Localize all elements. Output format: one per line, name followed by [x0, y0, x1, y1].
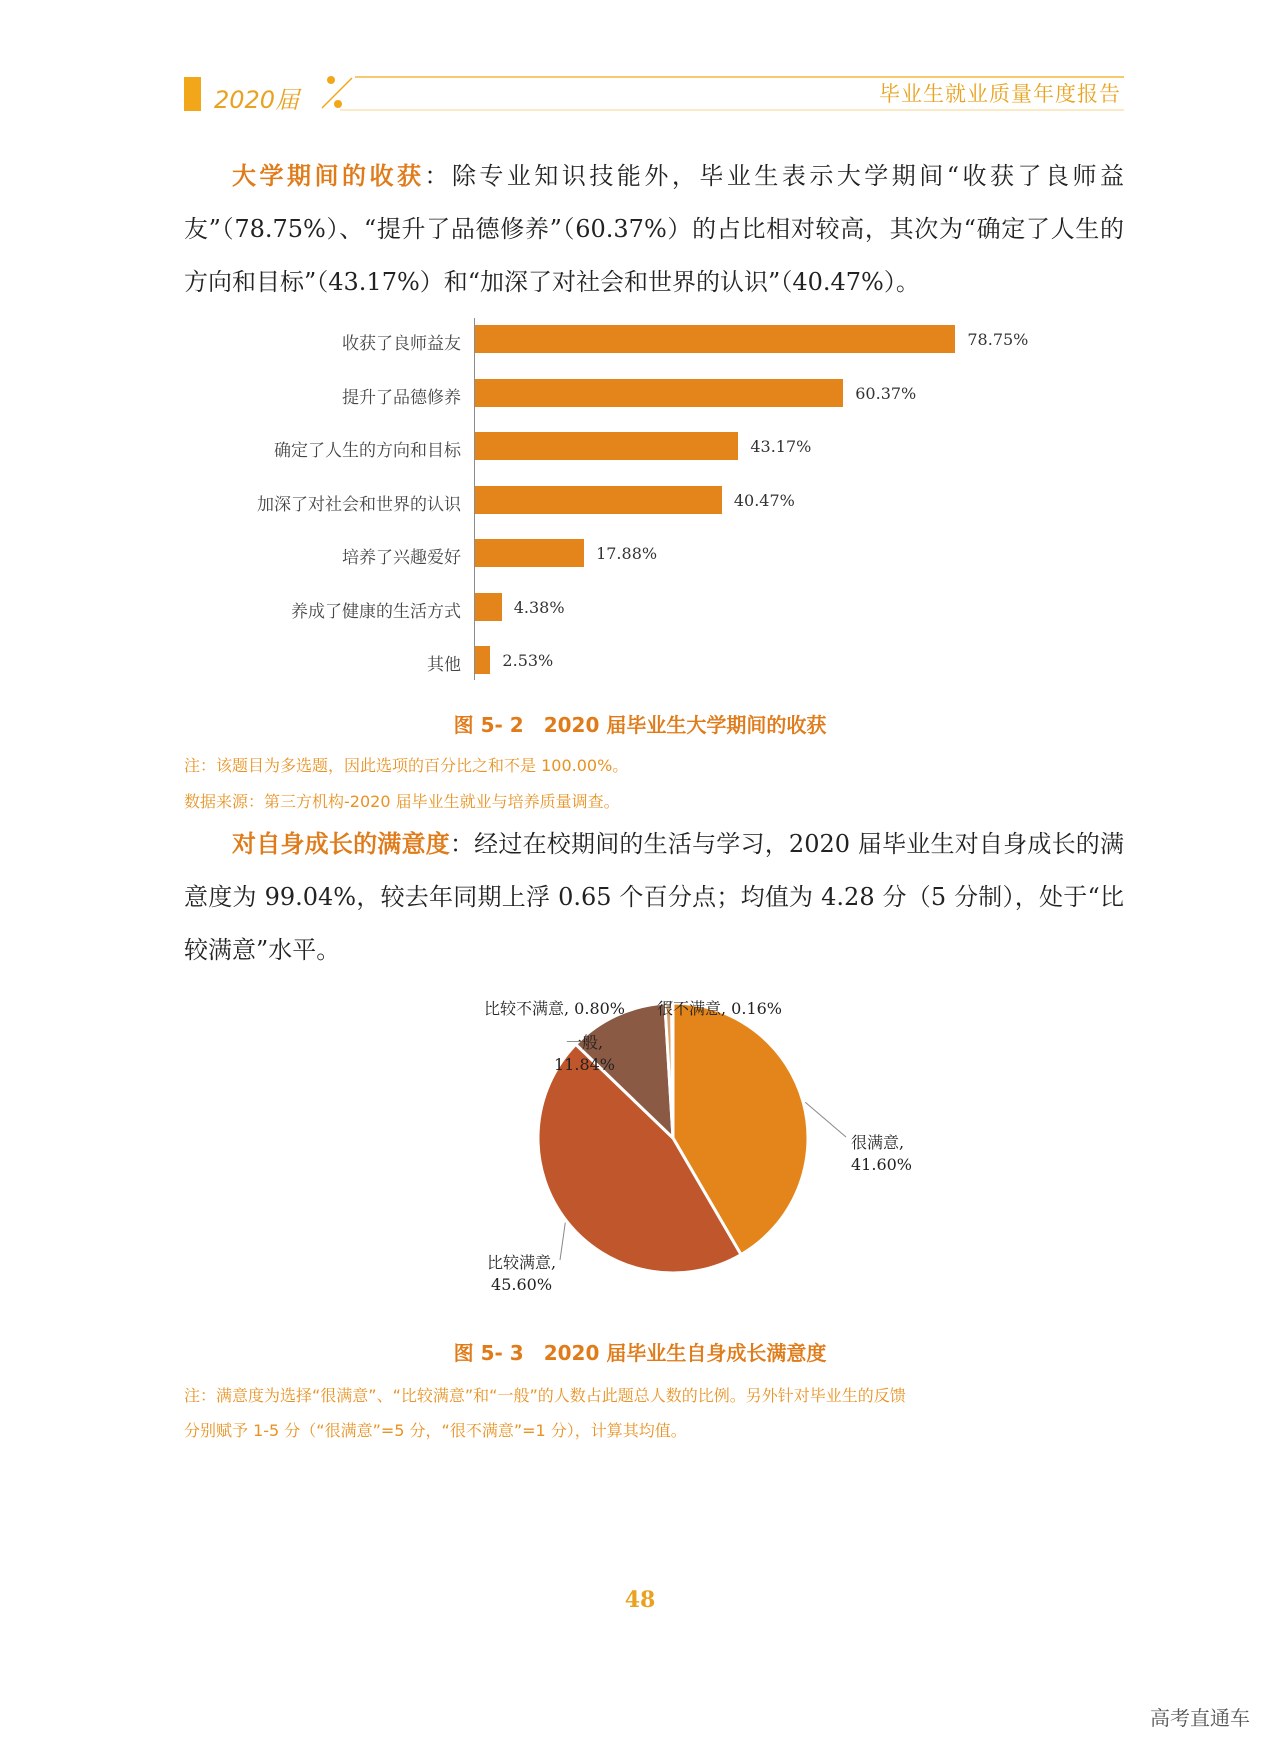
watermark: 高考直通车 [1150, 1706, 1250, 1730]
bar [475, 379, 843, 407]
section2-body: ：经过在校期间的生活与学习，2020 届毕业生对自身成长的满意度为 99.04%，较去年同期上浮 0.65 个百分点；均值为 4.28 分（5 分制），处于“比较满意”水平。 [184, 830, 1124, 964]
page-number: 48 [624, 1587, 656, 1613]
bar-value-label: 40.47% [733, 490, 795, 510]
pie-label-neutral [554, 1032, 615, 1076]
bar-category-label: 养成了健康的生活方式 [291, 601, 461, 622]
bar [475, 593, 502, 621]
pie-label-line: 比较满意, [487, 1253, 557, 1272]
pie-slice [672, 1003, 673, 1138]
bar [475, 325, 955, 353]
section1-paragraph [184, 150, 1124, 309]
pie-label-line: 41.60% [851, 1155, 913, 1174]
pie-leader-line [560, 1223, 565, 1260]
header-accent-bar [184, 77, 201, 111]
pie-chart-title: 图 5- 3 2020 届毕业生自身成长满意度 [453, 1341, 827, 1365]
pie-chart-note-line1: 注：满意度为选择“很满意”、“比较满意”和“一般”的人数占此题总人数的比例。另外针对毕业生的反馈 [184, 1386, 906, 1405]
bar-chart [0, 318, 1280, 688]
bar-value-label: 2.53% [502, 651, 554, 670]
section2-paragraph [184, 818, 1124, 977]
bar-chart-title: 图 5- 2 2020 届毕业生大学期间的收获 [453, 713, 827, 737]
header-year: 2020届 [214, 86, 300, 114]
pie-label-satisfied [487, 1252, 556, 1296]
pie-label-very-dissatisfied [657, 996, 782, 1019]
pie-label-dissatisfied [484, 996, 625, 1019]
bar-category-label: 提升了品德修养 [342, 387, 461, 408]
pie-label-line: 45.60% [491, 1275, 553, 1294]
pie-chart-note-line2: 分别赋予 1-5 分（“很满意”=5 分，“很不满意”=1 分），计算其均值。 [184, 1421, 687, 1440]
pie-label-line: 比较不满意, 0.80% [484, 999, 626, 1018]
bar-chart-note: 注：该题目为多选题，因此选项的百分比之和不是 100.00%。 [184, 756, 629, 775]
bar-category-label: 确定了人生的方向和目标 [274, 441, 461, 461]
section1-body: ：除专业知识技能外，毕业生表示大学期间“收获了良师益友”（78.75%）、“提升了品德修养”（60.37%）的占比相对较高，其次为“确定了人生的方向和目标”（43.17%）和“加深了对社会和世界的认识”（40.47%）。 [184, 162, 1125, 296]
bar-category-label: 收获了良师益友 [342, 334, 461, 354]
bar-category-label: 加深了对社会和世界的认识 [257, 494, 461, 515]
pie-label-very-satisfied [851, 1132, 912, 1176]
bar-value-label: 17.88% [596, 544, 658, 563]
bar-category-label: 培养了兴趣爱好 [342, 548, 461, 568]
bar-value-label: 60.37% [855, 383, 917, 403]
header-report-title: 毕业生就业质量年度报告 [879, 82, 1121, 106]
pie-label-line: 很不满意, 0.16% [657, 999, 783, 1018]
pie-label-line: 很满意, [851, 1133, 905, 1152]
pie-leader-line [805, 1102, 846, 1137]
bar [475, 486, 722, 514]
bar-value-label: 4.38% [513, 597, 565, 617]
section2-lead: 对自身成长的满意度 [232, 830, 450, 858]
bar [475, 432, 738, 460]
bar [475, 646, 490, 674]
bar [475, 539, 584, 567]
bar-value-label: 43.17% [750, 437, 812, 456]
pie-label-line: 11.84% [554, 1055, 616, 1074]
section1-lead: 大学期间的收获 [232, 162, 425, 190]
pie-label-line: 一般, [565, 1033, 604, 1052]
pie-chart [0, 980, 1280, 1310]
bar-value-label: 78.75% [967, 330, 1029, 349]
bar-category-label: 其他 [427, 655, 461, 675]
bar-chart-source: 数据来源：第三方机构-2020 届毕业生就业与培养质量调查。 [184, 792, 620, 811]
